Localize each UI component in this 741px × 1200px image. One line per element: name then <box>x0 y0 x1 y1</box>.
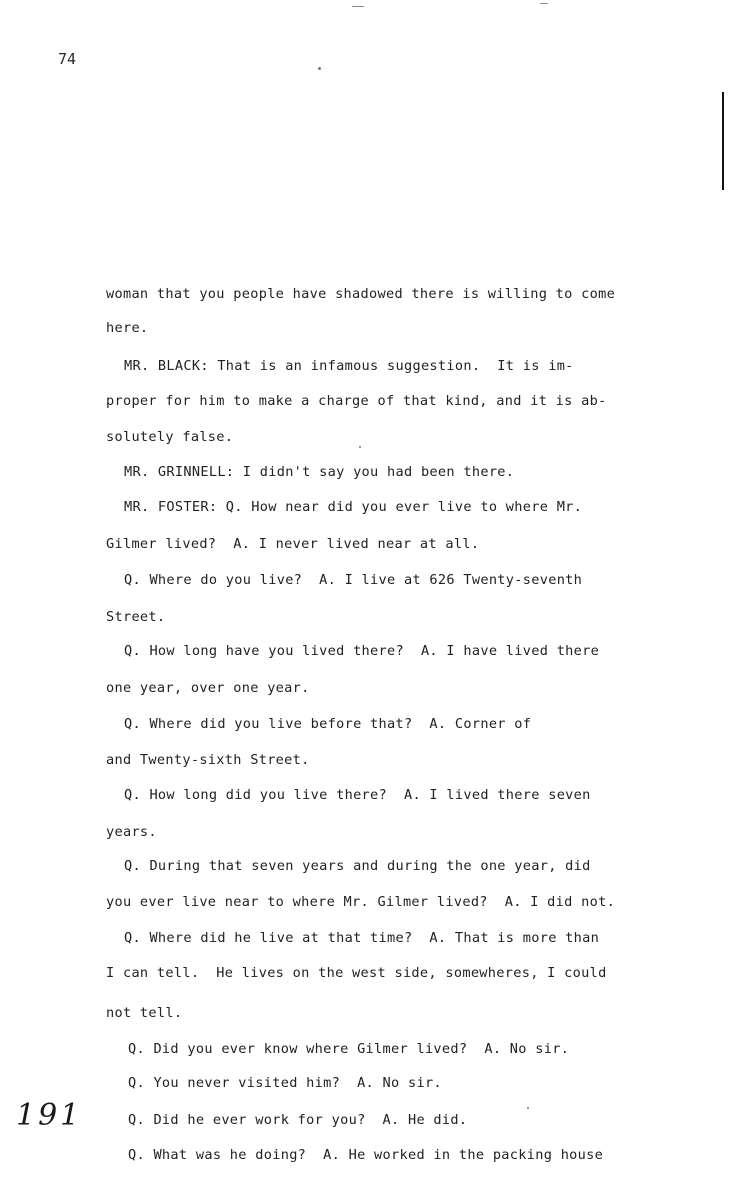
handwritten-margin-number: 191 <box>16 1098 83 1133</box>
text-line: MR. BLACK: That is an infamous suggestion. It is im- <box>124 358 574 374</box>
scan-mark-right-edge <box>722 92 724 190</box>
text-line: not tell. <box>106 1005 183 1021</box>
text-line: solutely false. <box>106 429 234 445</box>
text-line: Q. How long did you live there? A. I lived there seven <box>124 787 591 803</box>
text-line: Q. Did he ever work for you? A. He did. <box>128 1112 468 1128</box>
text-line: Q. Where did you live before that? A. Corner of <box>124 716 532 732</box>
scan-mark-top <box>352 6 364 7</box>
page-number: 74 <box>58 50 77 68</box>
speck <box>359 446 361 448</box>
scan-mark-top-right <box>540 3 548 4</box>
text-line: Q. Where did he live at that time? A. That is more than <box>124 930 600 946</box>
text-line: MR. FOSTER: Q. How near did you ever live to where Mr. <box>124 499 583 515</box>
text-line: Q. How long have you lived there? A. I have lived there <box>124 643 600 659</box>
text-line: here. <box>106 320 149 336</box>
text-line: MR. GRINNELL: I didn't say you had been there. <box>124 464 515 480</box>
text-line: Q. What was he doing? A. He worked in the packing house <box>128 1147 604 1163</box>
text-line: woman that you people have shadowed there is willing to come <box>106 286 616 302</box>
text-line: years. <box>106 824 157 840</box>
text-line: Q. You never visited him? A. No sir. <box>128 1075 442 1091</box>
speck <box>318 67 321 70</box>
speck <box>527 1107 529 1109</box>
text-line: I can tell. He lives on the west side, somewheres, I could <box>106 965 607 981</box>
text-line: proper for him to make a charge of that kind, and it is ab- <box>106 393 607 409</box>
text-line: Q. Where do you live? A. I live at 626 Twenty-seventh <box>124 572 583 588</box>
text-line: one year, over one year. <box>106 680 310 696</box>
text-line: Gilmer lived? A. I never lived near at all. <box>106 536 480 552</box>
text-line: and Twenty-sixth Street. <box>106 752 310 768</box>
text-line: Q. Did you ever know where Gilmer lived? A. No sir. <box>128 1041 570 1057</box>
text-line: you ever live near to where Mr. Gilmer lived? A. I did not. <box>106 894 616 910</box>
text-line: Street. <box>106 609 166 625</box>
text-line: Q. During that seven years and during the one year, did <box>124 858 591 874</box>
